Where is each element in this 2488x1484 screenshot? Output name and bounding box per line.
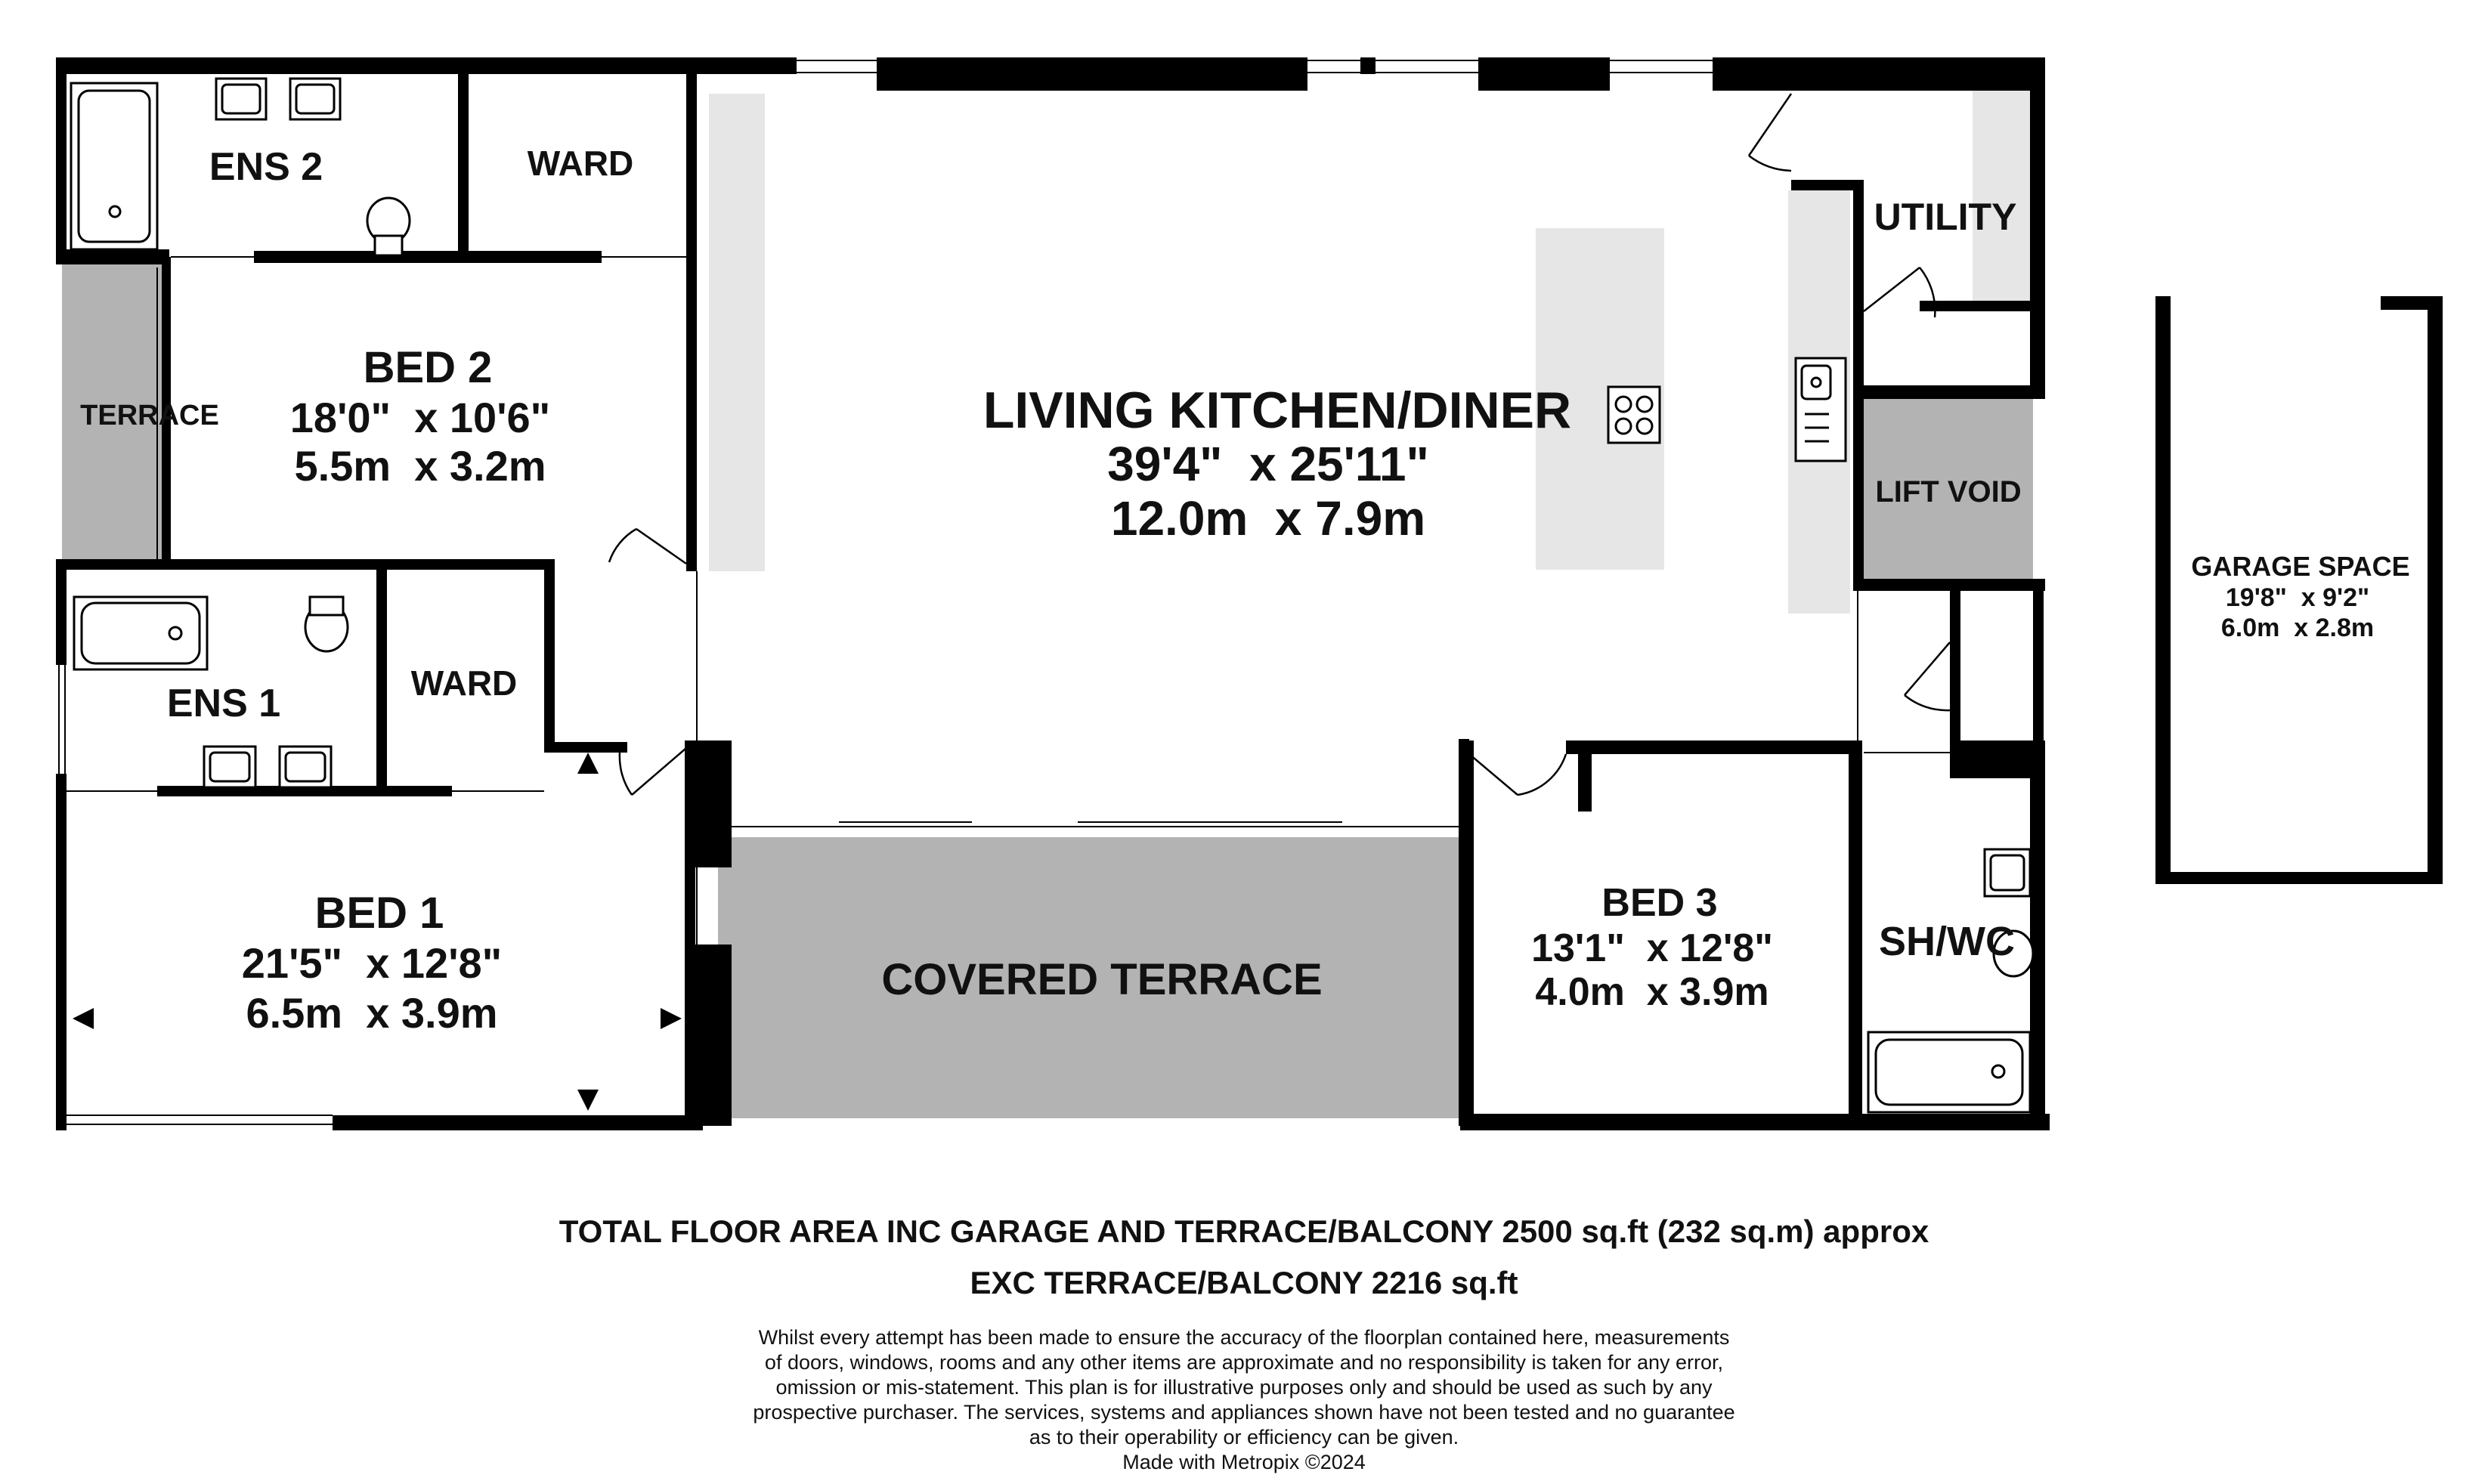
room-size-metric-bed3: 4.0m x 3.9m xyxy=(1535,970,1769,1014)
wall-segment xyxy=(1713,57,2045,91)
toilet-icon xyxy=(367,198,410,255)
room-name-ens1: ENS 1 xyxy=(166,682,281,725)
arrow-left-icon xyxy=(73,1008,94,1029)
disclaimer-line: prospective purchaser. The services, systems and appliances shown have not been tested and no guarantee xyxy=(753,1401,1735,1424)
room-size-metric-living: 12.0m x 7.9m xyxy=(1110,491,1426,546)
room-name-utility: UTILITY xyxy=(1874,196,2017,238)
wall-segment xyxy=(544,742,627,753)
shower-tray-icon xyxy=(1868,1032,2030,1112)
room-name-lift-void: LIFT VOID xyxy=(1875,475,2022,509)
wall-segment xyxy=(1853,180,1864,588)
disclaimer-line: as to their operability or efficiency can be given. xyxy=(1029,1426,1459,1448)
wall-segment xyxy=(1459,739,1469,754)
wall-segment xyxy=(1478,57,1610,91)
wall-segment xyxy=(1460,1114,2050,1130)
wall-segment xyxy=(56,1118,67,1129)
wall-segment xyxy=(56,774,67,1130)
disclaimer-line: of doors, windows, rooms and any other items are approximate and no responsibility is taken for any error, xyxy=(764,1351,1724,1374)
wall-segment xyxy=(56,559,546,570)
room-name-ward-upper: WARD xyxy=(527,144,634,183)
basin-icon xyxy=(290,79,340,119)
room-name-garage: GARAGE SPACE xyxy=(2191,551,2410,582)
wall-segment xyxy=(1459,740,1474,1126)
basin-icon xyxy=(1985,849,2030,896)
door-swing xyxy=(1469,754,1566,795)
wall-segment xyxy=(1920,301,2045,311)
room-name-living: LIVING KITCHEN/DINER xyxy=(983,382,1572,439)
hob-icon xyxy=(1608,387,1660,443)
room-name-bed3: BED 3 xyxy=(1601,881,1718,925)
bath-icon xyxy=(71,83,157,249)
room-name-terrace-side: TERRACE xyxy=(80,400,219,431)
wall-segment xyxy=(1853,579,2045,591)
disclaimer-line: Whilst every attempt has been made to ensure the accuracy of the floorplan contained here, measurements xyxy=(758,1326,1730,1349)
wall-segment xyxy=(2428,296,2443,884)
room-size-imperial-bed3: 13'1" x 12'8" xyxy=(1531,926,1773,970)
room-name-shwc: SH/WC xyxy=(1879,919,2015,964)
wall-segment xyxy=(56,559,67,665)
arrow-right-icon xyxy=(661,1008,682,1029)
wall-segment xyxy=(1950,740,2045,778)
wall-segment xyxy=(458,57,469,254)
wall-segment xyxy=(685,945,732,1126)
wall-segment xyxy=(1566,740,1858,754)
wall-segment xyxy=(2155,296,2166,310)
door-swing xyxy=(620,748,686,795)
basin-icon xyxy=(204,747,255,787)
credit: Made with Metropix ©2024 xyxy=(1122,1451,1366,1473)
wall-segment xyxy=(1849,740,1862,1126)
room-name-bed2: BED 2 xyxy=(363,343,493,392)
room-size-imperial-garage: 19'8" x 9'2" xyxy=(2225,583,2370,612)
wall-segment xyxy=(2030,57,2045,397)
shower-tray-icon xyxy=(74,597,207,669)
exc-terrace-area: EXC TERRACE/BALCONY 2216 sq.ft xyxy=(970,1265,1518,1300)
door-swing xyxy=(609,529,686,564)
wall-segment xyxy=(1791,180,1864,190)
room-size-imperial-bed1: 21'5" x 12'8" xyxy=(241,939,503,987)
wall-segment xyxy=(56,249,169,264)
kitchen-sink-icon xyxy=(1796,358,1846,461)
wall-segment xyxy=(2155,872,2443,884)
wall-segment xyxy=(1578,740,1592,812)
total-floor-area: TOTAL FLOOR AREA INC GARAGE AND TERRACE/BALCONY 2500 sq.ft (232 sq.m) approx xyxy=(559,1213,1929,1249)
wall-segment xyxy=(877,57,1307,91)
wall-segment xyxy=(2381,296,2443,310)
room-size-imperial-living: 39'4" x 25'11" xyxy=(1107,437,1429,491)
wall-segment xyxy=(376,559,387,793)
room-size-metric-bed1: 6.5m x 3.9m xyxy=(246,989,498,1037)
door-swing xyxy=(1749,94,1791,171)
wall-segment xyxy=(56,57,67,263)
toilet-icon xyxy=(305,597,348,651)
room-size-metric-bed2: 5.5m x 3.2m xyxy=(294,442,546,490)
door-swing xyxy=(1905,642,1950,710)
wall-segment xyxy=(544,559,555,748)
basin-icon xyxy=(280,747,331,787)
basin-icon xyxy=(216,79,266,119)
wall-segment xyxy=(2155,296,2171,884)
arrow-up-icon xyxy=(577,753,599,774)
utility-worktop xyxy=(1973,76,2033,302)
room-name-bed1: BED 1 xyxy=(314,889,444,938)
disclaimer xyxy=(677,1325,1811,1475)
room-size-imperial-bed2: 18'0" x 10'6" xyxy=(289,394,551,441)
room-name-ens2: ENS 2 xyxy=(209,145,323,189)
room-size-metric-garage: 6.0m x 2.8m xyxy=(2220,614,2375,642)
wall-segment xyxy=(686,57,697,571)
wall-segment xyxy=(685,740,732,867)
wall-segment xyxy=(1853,385,2045,399)
wall-segment xyxy=(56,57,797,74)
wall-segment xyxy=(333,1115,703,1130)
wall-segment xyxy=(1950,591,1960,742)
disclaimer-line: omission or mis-statement. This plan is for illustrative purposes only and should be used as such by any xyxy=(775,1376,1713,1399)
arrow-down-icon xyxy=(577,1090,599,1111)
room-name-covered-terrace: COVERED TERRACE xyxy=(881,955,1323,1004)
kitchen-worktop-left xyxy=(709,94,765,571)
wall-segment xyxy=(254,251,602,263)
wall-segment xyxy=(2033,589,2044,740)
room-name-ward-lower: WARD xyxy=(410,663,518,703)
